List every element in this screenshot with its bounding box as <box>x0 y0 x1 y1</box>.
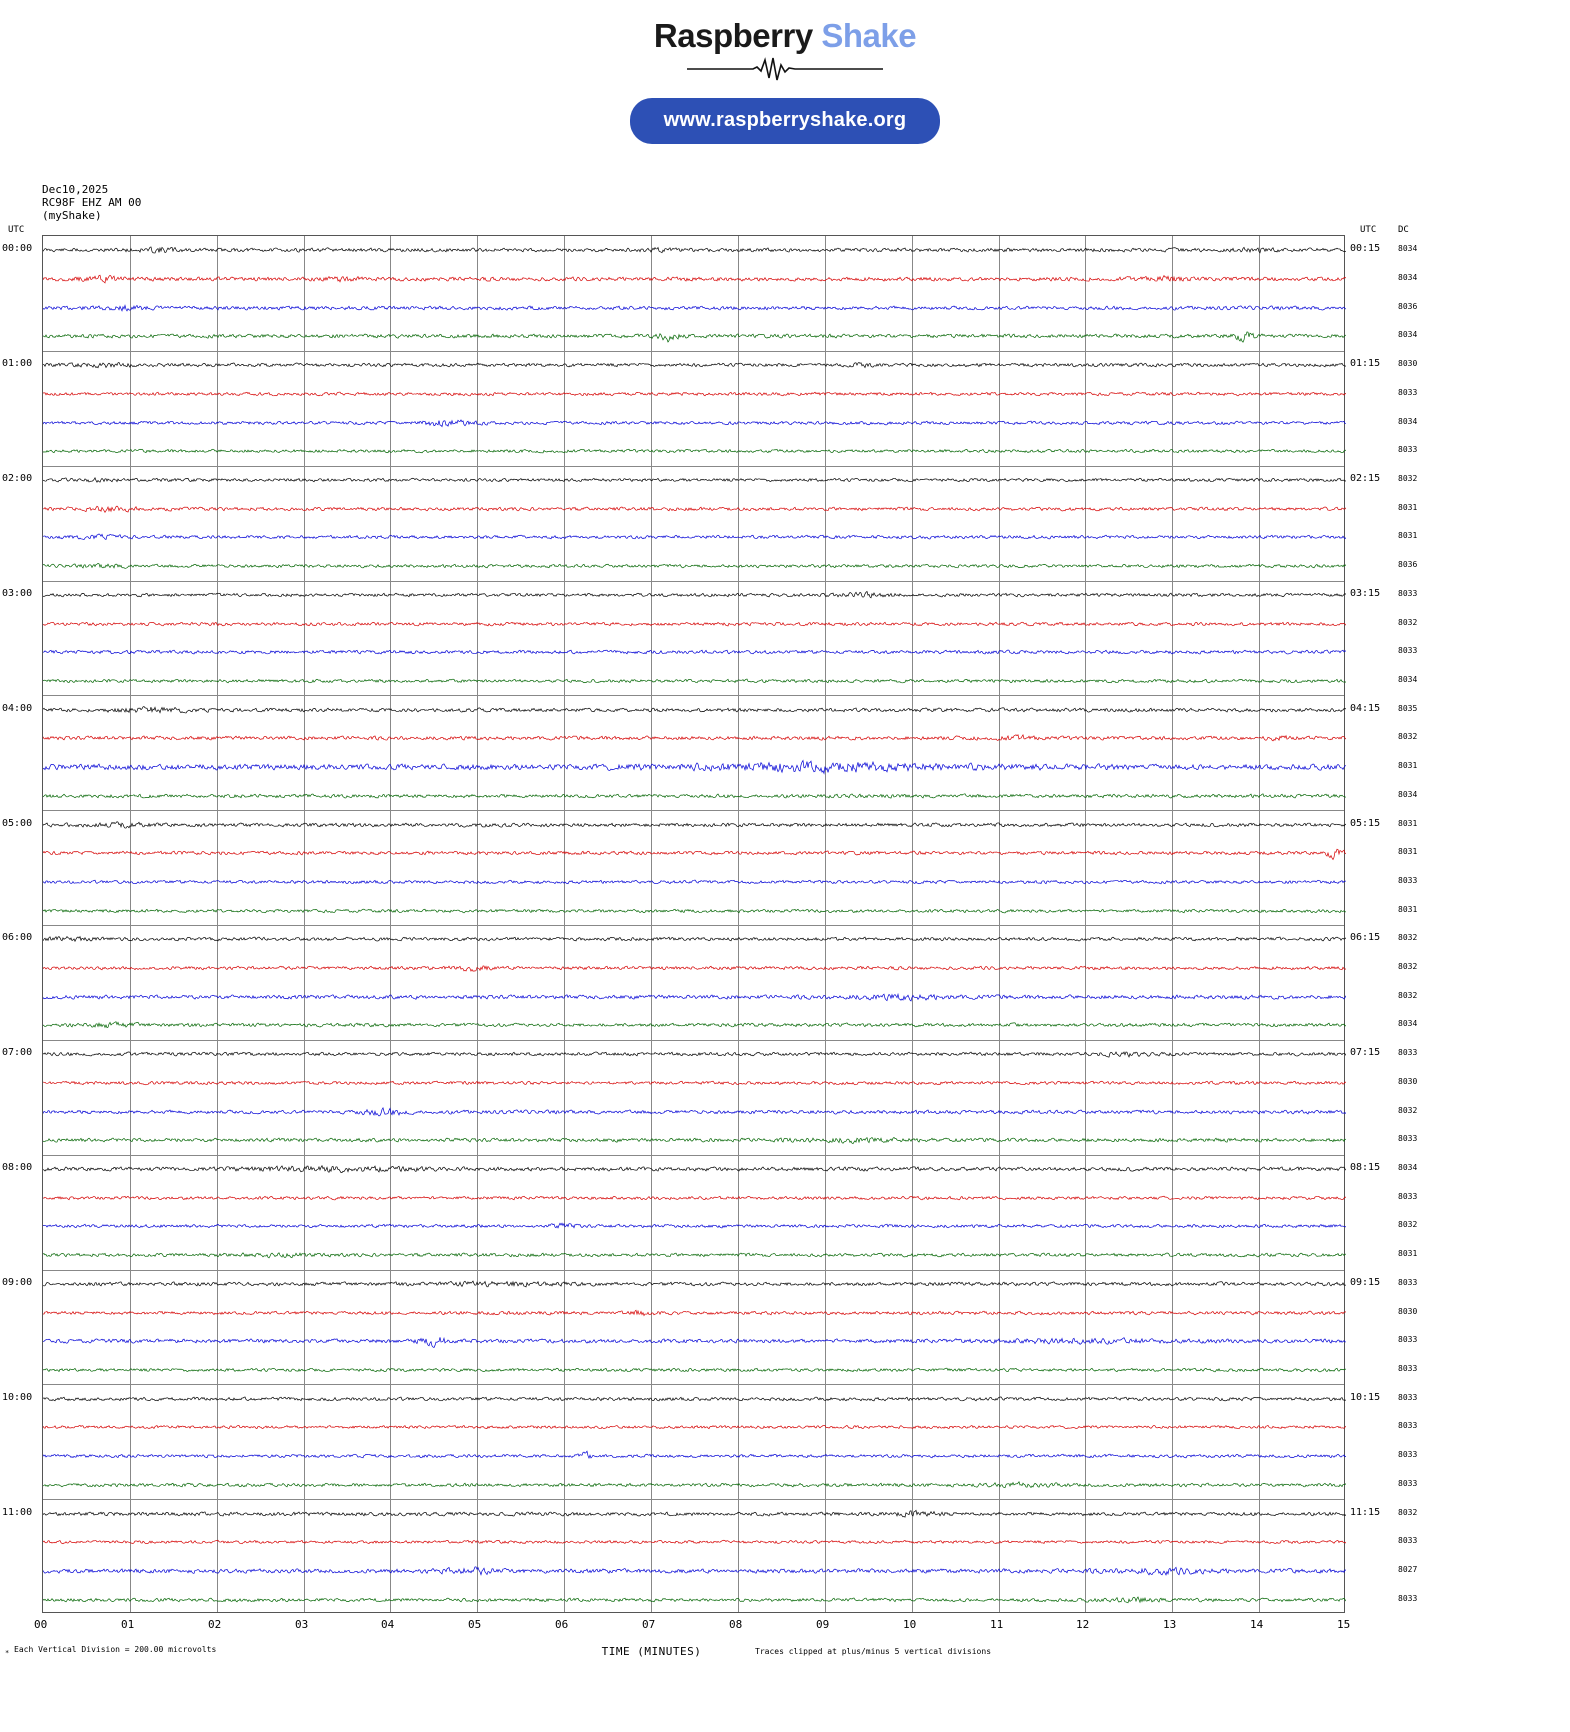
row-time-label-left: 00:00 <box>2 243 33 255</box>
dc-value: 8033 <box>1398 875 1418 885</box>
dc-value: 8031 <box>1398 1249 1418 1259</box>
row-time-label-left: 03:00 <box>2 587 33 599</box>
footnote-clipping: Traces clipped at plus/minus 5 vertical divisions <box>755 1647 992 1656</box>
page-header <box>0 0 1570 144</box>
dc-value: 8033 <box>1398 1536 1418 1546</box>
dc-value: 8033 <box>1398 1363 1418 1373</box>
row-time-label-left: 07:00 <box>2 1047 33 1059</box>
dc-value: 8031 <box>1398 904 1418 914</box>
dc-value: 8031 <box>1398 818 1418 828</box>
x-axis-title: TIME (MINUTES) <box>601 1645 702 1658</box>
website-url-button[interactable]: www.raspberryshake.org <box>630 98 941 144</box>
dc-value: 8035 <box>1398 703 1418 713</box>
seismic-waveform-icon <box>0 56 1570 82</box>
row-time-label-right: 08:15 <box>1350 1162 1381 1174</box>
row-time-label-left: 08:00 <box>2 1162 33 1174</box>
dc-value: 8032 <box>1398 962 1418 972</box>
x-axis-tick: 00 <box>34 1618 48 1631</box>
x-axis-tick: 08 <box>729 1618 743 1631</box>
row-time-label-right: 05:15 <box>1350 817 1381 829</box>
dc-value: 8034 <box>1398 330 1418 340</box>
footnote-star-marker: * <box>5 1649 10 1657</box>
brand-title <box>0 18 1570 54</box>
dc-value: 8032 <box>1398 990 1418 1000</box>
dc-value: 8034 <box>1398 789 1418 799</box>
x-axis-tick: 10 <box>903 1618 917 1631</box>
dc-value: 8030 <box>1398 1306 1418 1316</box>
row-time-label-left: 06:00 <box>2 932 33 944</box>
dc-value: 8031 <box>1398 531 1418 541</box>
x-axis-tick: 09 <box>816 1618 830 1631</box>
footnote-scale: Each Vertical Division = 200.00 microvolts <box>14 1645 217 1654</box>
x-axis-tick: 03 <box>295 1618 309 1631</box>
row-time-label-right: 04:15 <box>1350 702 1381 714</box>
row-time-label-right: 06:15 <box>1350 932 1381 944</box>
dc-value: 8032 <box>1398 1507 1418 1517</box>
brand-word-shake: Shake <box>821 17 917 54</box>
dc-value: 8031 <box>1398 761 1418 771</box>
dc-value: 8033 <box>1398 1134 1418 1144</box>
helicorder-plot <box>0 175 1570 1730</box>
row-time-label-left: 05:00 <box>2 817 33 829</box>
dc-value: 8032 <box>1398 474 1418 484</box>
row-time-label-right: 00:15 <box>1350 243 1381 255</box>
x-axis-tick: 15 <box>1337 1618 1351 1631</box>
dc-value: 8034 <box>1398 1163 1418 1173</box>
dc-value: 8032 <box>1398 732 1418 742</box>
trace-grid <box>42 235 1345 1613</box>
row-time-label-left: 02:00 <box>2 473 33 485</box>
x-axis-tick: 02 <box>208 1618 222 1631</box>
seismic-trace <box>43 1583 1346 1617</box>
x-axis-tick: 05 <box>468 1618 482 1631</box>
dc-value: 8033 <box>1398 387 1418 397</box>
dc-value: 8030 <box>1398 359 1418 369</box>
plot-station: RC98F EHZ AM 00 <box>42 196 142 209</box>
dc-value: 8030 <box>1398 1076 1418 1086</box>
row-time-label-right: 09:15 <box>1350 1276 1381 1288</box>
row-time-label-left: 09:00 <box>2 1276 33 1288</box>
row-time-label-left: 10:00 <box>2 1391 33 1403</box>
dc-value: 8032 <box>1398 1220 1418 1230</box>
dc-value: 8033 <box>1398 1593 1418 1603</box>
plot-date: Dec10,2025 <box>42 183 109 196</box>
x-axis-tick: 14 <box>1250 1618 1264 1631</box>
dc-value: 8034 <box>1398 273 1418 283</box>
dc-value: 8033 <box>1398 445 1418 455</box>
row-time-label-right: 10:15 <box>1350 1391 1381 1403</box>
row-time-label-left: 01:00 <box>2 358 33 370</box>
dc-value: 8034 <box>1398 244 1418 254</box>
dc-value: 8033 <box>1398 1335 1418 1345</box>
x-axis-tick: 01 <box>121 1618 135 1631</box>
dc-value: 8036 <box>1398 560 1418 570</box>
dc-value: 8036 <box>1398 301 1418 311</box>
row-time-label-left: 11:00 <box>2 1506 33 1518</box>
row-time-label-right: 01:15 <box>1350 358 1381 370</box>
utc-left-header: UTC <box>8 225 25 235</box>
dc-value: 8031 <box>1398 502 1418 512</box>
dc-value: 8033 <box>1398 1048 1418 1058</box>
dc-value: 8032 <box>1398 617 1418 627</box>
plot-metadata <box>42 183 141 222</box>
row-time-label-right: 11:15 <box>1350 1506 1381 1518</box>
row-time-label-right: 03:15 <box>1350 587 1381 599</box>
dc-value: 8033 <box>1398 646 1418 656</box>
x-axis-tick: 04 <box>381 1618 395 1631</box>
x-axis-tick: 11 <box>990 1618 1004 1631</box>
utc-right-header: UTC <box>1360 225 1377 235</box>
dc-value: 8033 <box>1398 1191 1418 1201</box>
dc-value: 8033 <box>1398 1421 1418 1431</box>
dc-value: 8033 <box>1398 1392 1418 1402</box>
dc-value: 8031 <box>1398 847 1418 857</box>
x-axis-tick: 07 <box>642 1618 656 1631</box>
x-axis-tick: 06 <box>555 1618 569 1631</box>
dc-value: 8033 <box>1398 588 1418 598</box>
dc-value: 8034 <box>1398 416 1418 426</box>
dc-value: 8032 <box>1398 933 1418 943</box>
dc-value: 8034 <box>1398 674 1418 684</box>
brand-word-raspberry: Raspberry <box>653 17 813 54</box>
row-time-label-right: 02:15 <box>1350 473 1381 485</box>
dc-value: 8032 <box>1398 1105 1418 1115</box>
dc-value: 8033 <box>1398 1450 1418 1460</box>
row-time-label-right: 07:15 <box>1350 1047 1381 1059</box>
dc-value: 8033 <box>1398 1478 1418 1488</box>
dc-value: 8027 <box>1398 1564 1418 1574</box>
x-axis-tick: 13 <box>1163 1618 1177 1631</box>
plot-station-nickname: (myShake) <box>42 209 102 222</box>
x-axis-tick: 12 <box>1076 1618 1090 1631</box>
dc-value: 8034 <box>1398 1019 1418 1029</box>
row-time-label-left: 04:00 <box>2 702 33 714</box>
dc-header: DC <box>1398 225 1409 235</box>
dc-value: 8033 <box>1398 1277 1418 1287</box>
